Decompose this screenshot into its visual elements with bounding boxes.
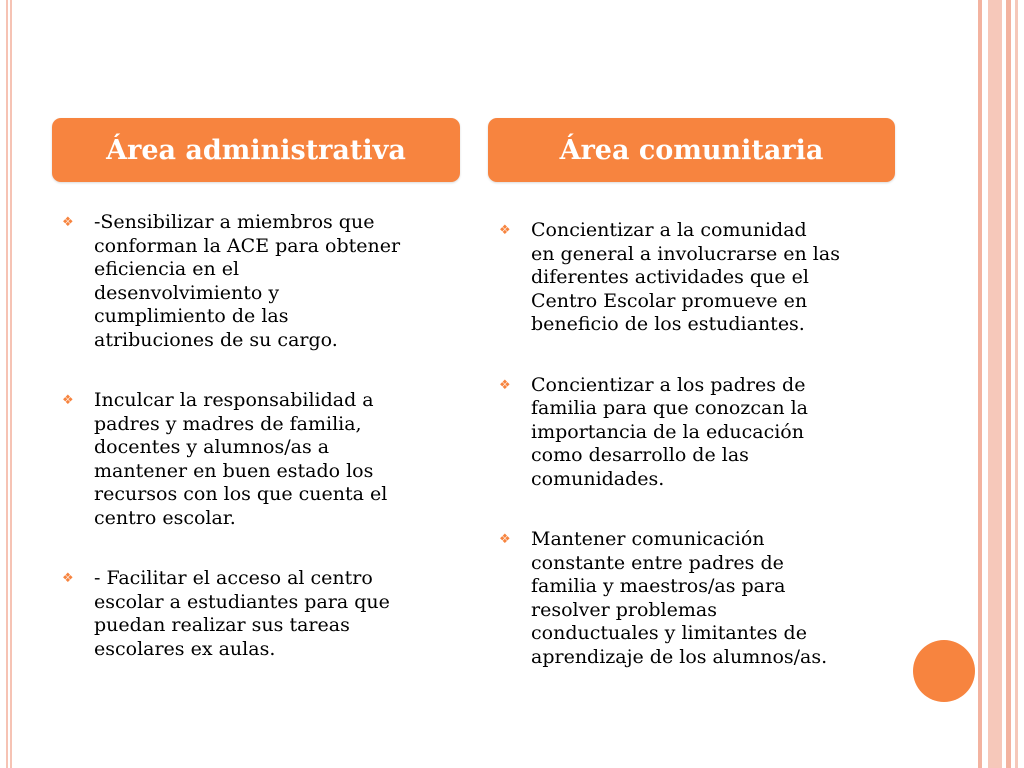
four-diamond-bullet-icon: ❖ bbox=[499, 377, 511, 393]
community-area-header: Área comunitaria bbox=[488, 118, 895, 182]
list-item bbox=[497, 219, 892, 337]
list-item-text: Concientizar a la comunidad en general a involucrarse en las diferentes actividades que el Centro Escolar promueve en beneficio de los estudiantes. bbox=[531, 219, 840, 335]
list-item-text: -Sensibilizar a miembros que conforman la ACE para obtener eficiencia en el desenvolvimiento y cumplimiento de las atribuciones de su cargo. bbox=[94, 211, 401, 351]
left-decorative-stripe bbox=[10, 0, 12, 768]
administrative-area-list bbox=[60, 211, 455, 698]
four-diamond-bullet-icon: ❖ bbox=[62, 393, 74, 408]
list-item-text: Inculcar la responsabilidad a padres y madres de familia, docentes y alumnos/as a mantener en buen estado los recursos con los que cuenta el centro escolar. bbox=[94, 389, 388, 529]
right-decorative-stripe bbox=[978, 0, 982, 768]
list-item bbox=[497, 528, 892, 669]
four-diamond-bullet-icon: ❖ bbox=[499, 223, 511, 238]
list-item bbox=[60, 567, 455, 661]
list-item bbox=[60, 389, 455, 530]
right-decorative-stripe bbox=[1006, 0, 1011, 768]
right-decorative-stripe bbox=[1015, 0, 1018, 768]
four-diamond-bullet-icon: ❖ bbox=[62, 215, 74, 230]
four-diamond-bullet-icon: ❖ bbox=[499, 532, 511, 547]
decorative-orange-circle bbox=[913, 640, 975, 702]
community-area-list bbox=[497, 219, 892, 706]
list-item bbox=[497, 374, 892, 492]
list-item-text: - Facilitar el acceso al centro escolar a estudiantes para que puedan realizar sus tareas escolares ex aulas. bbox=[94, 567, 390, 660]
administrative-area-header: Área administrativa bbox=[52, 118, 460, 182]
list-item-text: Mantener comunicación constante entre padres de familia y maestros/as para resolver problemas conductuales y limitantes de aprendizaje de los alumnos/as. bbox=[531, 528, 828, 668]
list-item bbox=[60, 211, 455, 352]
four-diamond-bullet-icon: ❖ bbox=[62, 571, 74, 586]
right-decorative-stripe bbox=[988, 0, 1002, 768]
list-item-text: Concientizar a los padres de familia para que conozcan la importancia de la educación como desarrollo de las comunidades. bbox=[531, 373, 809, 490]
left-decorative-stripe bbox=[6, 0, 8, 768]
